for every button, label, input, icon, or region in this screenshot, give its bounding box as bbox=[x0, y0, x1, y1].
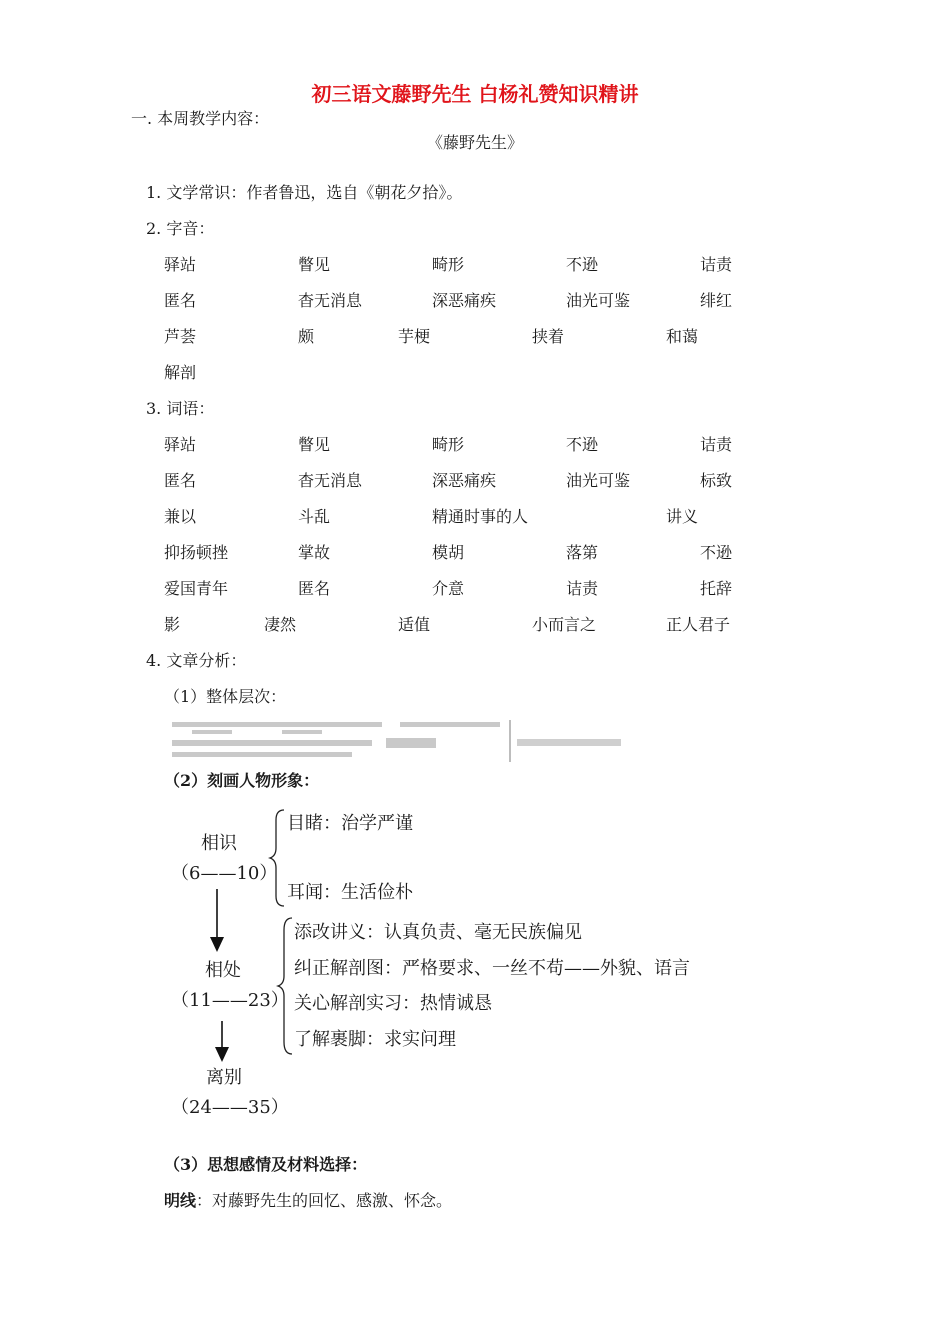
word-cell: 讲义 bbox=[666, 507, 699, 526]
down-arrow-icon bbox=[213, 1021, 231, 1063]
trait-point: 目睹：治学严谨 bbox=[287, 813, 413, 834]
word-cell: 诘责 bbox=[700, 255, 733, 274]
word-cell: 兼以 bbox=[164, 507, 197, 526]
word-cell: 诘责 bbox=[700, 435, 733, 454]
word-cell: 凄然 bbox=[264, 615, 297, 634]
structure-subheading: （1）整体层次： bbox=[164, 687, 287, 706]
vocabulary-heading: 3. 词语： bbox=[146, 399, 215, 418]
analysis-heading: 4. 文章分析： bbox=[146, 651, 247, 670]
word-cell: 不逊 bbox=[700, 543, 733, 562]
word-cell: 畸形 bbox=[432, 435, 465, 454]
word-cell: 介意 bbox=[432, 579, 465, 598]
trait-point: 耳闻：生活俭朴 bbox=[287, 882, 413, 903]
character-subheading: （2）刻画人物形象： bbox=[164, 771, 320, 790]
word-cell: 模胡 bbox=[432, 543, 465, 562]
trait-point: 纠正解剖图：严格要求、一丝不苟——外貌、语言 bbox=[294, 958, 690, 979]
word-cell: 瞥见 bbox=[298, 435, 331, 454]
word-cell: 不逊 bbox=[566, 435, 599, 454]
main-thread-label: 明线 bbox=[164, 1191, 197, 1210]
stage-range: （11——23） bbox=[171, 990, 289, 1011]
main-thread-text: ：对藤野先生的回忆、感激、怀念。 bbox=[196, 1191, 453, 1210]
word-cell: 深恶痛疾 bbox=[432, 291, 497, 310]
word-cell: 爱国青年 bbox=[164, 579, 229, 598]
stage-name: 相处 bbox=[205, 960, 241, 981]
brace-icon bbox=[268, 808, 288, 908]
word-cell: 托辞 bbox=[700, 579, 733, 598]
word-cell: 颇 bbox=[298, 327, 315, 346]
stage-range: （6——10） bbox=[171, 863, 278, 884]
word-cell: 油光可鉴 bbox=[566, 471, 631, 490]
stage-range: （24——35） bbox=[171, 1097, 289, 1118]
word-cell: 抑扬顿挫 bbox=[164, 543, 229, 562]
trait-point: 了解裹脚：求实问理 bbox=[294, 1029, 456, 1050]
word-cell: 油光可鉴 bbox=[566, 291, 631, 310]
main-thread-line bbox=[164, 1193, 452, 1209]
word-cell: 影 bbox=[164, 615, 181, 634]
down-arrow-icon bbox=[208, 889, 226, 953]
word-cell: 解剖 bbox=[164, 363, 197, 382]
word-cell: 深恶痛疾 bbox=[432, 471, 497, 490]
word-cell: 标致 bbox=[700, 471, 733, 490]
word-cell: 匿名 bbox=[164, 471, 197, 490]
word-cell: 掌故 bbox=[298, 543, 331, 562]
blurred-structure-diagram bbox=[172, 718, 622, 766]
trait-point: 关心解剖实习：热情诚恳 bbox=[294, 993, 492, 1014]
word-cell: 畸形 bbox=[432, 255, 465, 274]
section-heading: 一. 本周教学内容： bbox=[131, 109, 270, 128]
word-cell: 诘责 bbox=[566, 579, 599, 598]
word-cell: 不逊 bbox=[566, 255, 599, 274]
word-cell: 杳无消息 bbox=[298, 471, 363, 490]
word-cell: 和蔼 bbox=[666, 327, 699, 346]
stage-name: 离别 bbox=[206, 1067, 242, 1088]
word-cell: 驿站 bbox=[164, 435, 197, 454]
word-cell: 芋梗 bbox=[398, 327, 431, 346]
trait-point: 添改讲义：认真负责、毫无民族偏见 bbox=[294, 922, 582, 943]
word-cell: 驿站 bbox=[164, 255, 197, 274]
brace-icon bbox=[276, 916, 296, 1056]
word-cell: 斗乱 bbox=[298, 507, 331, 526]
word-cell: 杳无消息 bbox=[298, 291, 363, 310]
pronunciation-heading: 2. 字音： bbox=[146, 219, 215, 238]
word-cell: 瞥见 bbox=[298, 255, 331, 274]
word-cell: 匿名 bbox=[298, 579, 331, 598]
word-cell: 绯红 bbox=[700, 291, 733, 310]
word-cell: 芦荟 bbox=[164, 327, 197, 346]
word-cell: 精通时事的人 bbox=[432, 507, 529, 526]
word-cell: 适值 bbox=[398, 615, 431, 634]
thoughts-subheading: （3）思想感情及材料选择： bbox=[164, 1155, 368, 1174]
page-title: 初三语文藤野先生 白杨礼赞知识精讲 bbox=[311, 82, 639, 106]
literature-item: 1. 文学常识：作者鲁迅，选自《朝花夕拾》。 bbox=[146, 183, 463, 202]
word-cell: 匿名 bbox=[164, 291, 197, 310]
word-cell: 落第 bbox=[566, 543, 599, 562]
word-cell: 正人君子 bbox=[666, 615, 731, 634]
lesson-subtitle: 《藤野先生》 bbox=[426, 133, 523, 152]
stage-name: 相识 bbox=[201, 833, 237, 854]
word-cell: 小而言之 bbox=[532, 615, 597, 634]
word-cell: 挟着 bbox=[532, 327, 565, 346]
